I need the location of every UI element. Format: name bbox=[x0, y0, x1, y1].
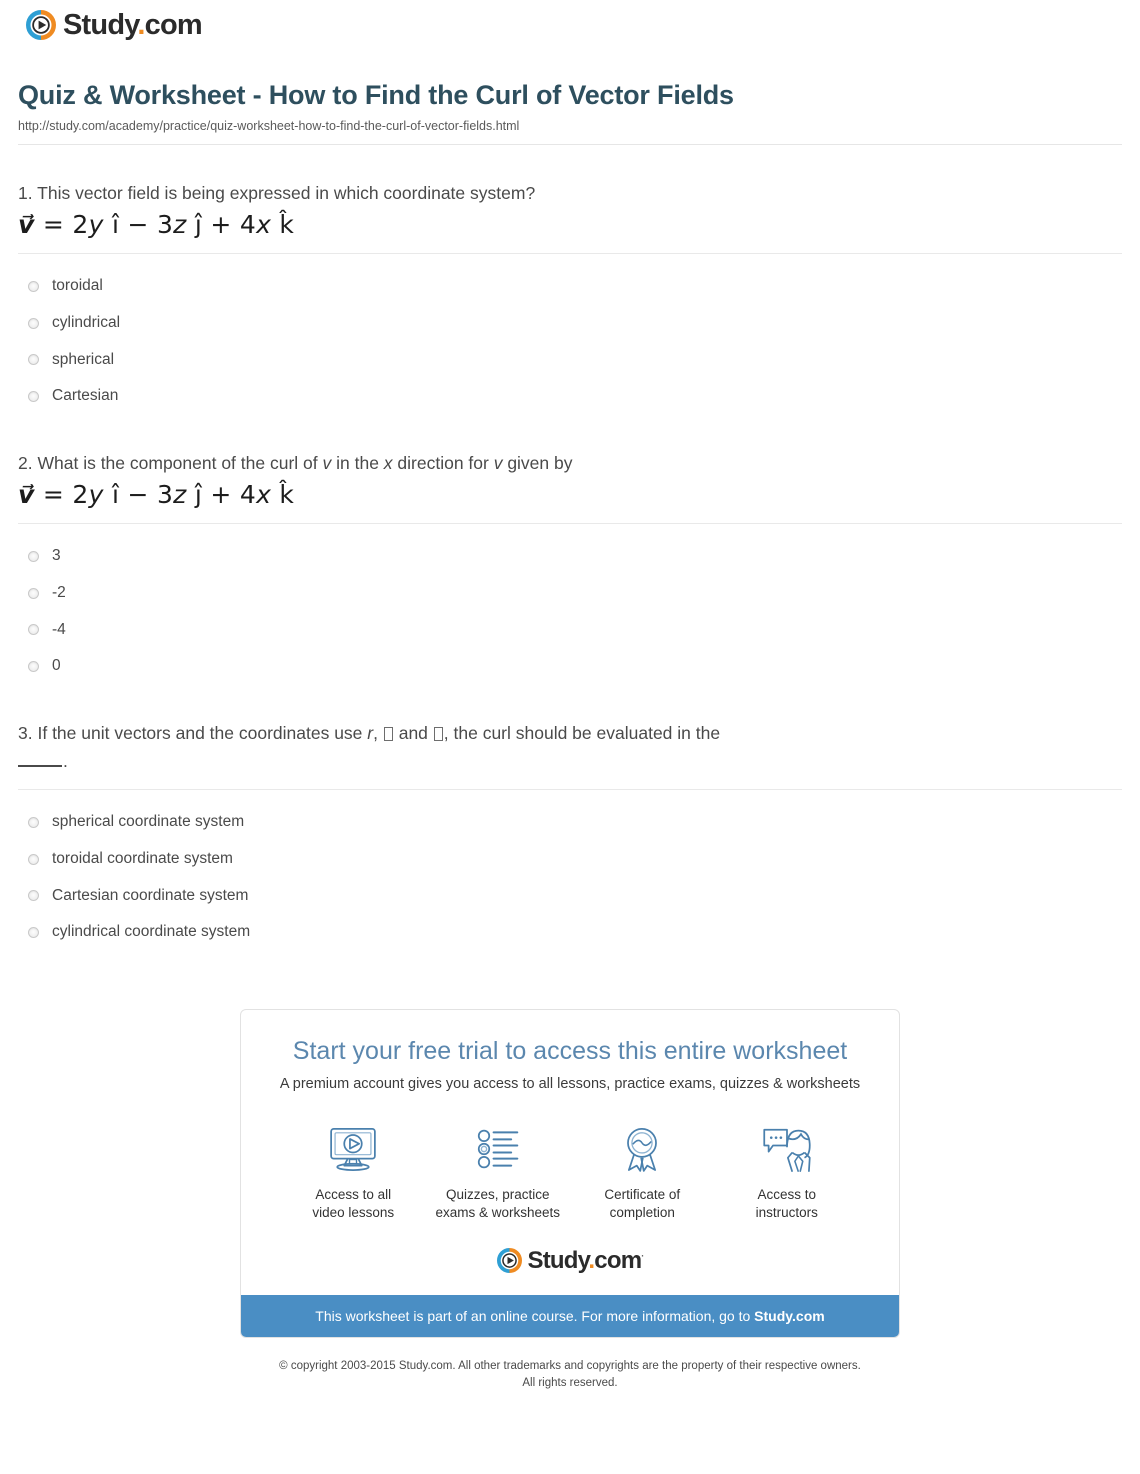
question-3-text-part3: and bbox=[393, 722, 433, 743]
formula-term1-coef: 2 bbox=[72, 480, 89, 510]
missing-glyph-icon bbox=[434, 727, 443, 741]
free-trial-card bbox=[240, 1009, 900, 1338]
promo-card-body bbox=[241, 1010, 899, 1295]
option-label: cylindrical coordinate system bbox=[52, 923, 251, 941]
formula-term2-var: z bbox=[173, 210, 187, 240]
fill-in-blank bbox=[18, 753, 62, 767]
formula-term3-unit: k̂ bbox=[279, 480, 295, 510]
formula-term3-coef: 4 bbox=[239, 480, 257, 510]
logo-word-study: Study bbox=[63, 8, 138, 41]
promo-banner-link[interactable]: Study.com bbox=[754, 1308, 825, 1325]
formula-op2: + bbox=[210, 480, 232, 510]
feature-label-line1: Access to all bbox=[315, 1186, 392, 1202]
question-1 bbox=[18, 145, 1122, 415]
formula-lhs: v⃗ bbox=[18, 480, 35, 510]
feature-label bbox=[428, 1186, 569, 1222]
option-row[interactable] bbox=[28, 612, 1122, 649]
question-1-formula bbox=[18, 209, 1122, 240]
play-circle-icon bbox=[497, 1248, 522, 1273]
logo-wordmark bbox=[63, 8, 202, 41]
option-label: spherical bbox=[52, 350, 115, 368]
question-3-number: 3. bbox=[18, 722, 33, 743]
promo-banner[interactable] bbox=[241, 1295, 899, 1337]
worksheet-url: http://study.com/academy/practice/quiz-worksheet-how-to-find-the-curl-of-vector-fields.html bbox=[18, 118, 520, 133]
formula-op1: − bbox=[127, 210, 149, 240]
instructor-chat-icon bbox=[717, 1121, 858, 1177]
radio-button-icon[interactable] bbox=[28, 890, 39, 901]
promo-studycom-logo[interactable] bbox=[265, 1222, 875, 1295]
checklist-icon bbox=[428, 1121, 569, 1177]
missing-glyph-icon bbox=[384, 727, 393, 741]
question-2 bbox=[18, 415, 1122, 685]
radio-button-icon[interactable] bbox=[28, 854, 39, 865]
formula-term3-var: x bbox=[256, 480, 272, 510]
formula-term1-unit: î bbox=[111, 210, 120, 240]
question-3-var-r: r bbox=[367, 722, 374, 743]
feature-label bbox=[283, 1186, 424, 1222]
formula-term2-unit: ĵ bbox=[194, 210, 203, 240]
feature-label-line1: Quizzes, practice bbox=[445, 1186, 550, 1202]
radio-button-icon[interactable] bbox=[28, 624, 39, 635]
formula-equals: = bbox=[42, 210, 65, 240]
question-1-prompt bbox=[18, 179, 1122, 207]
award-ribbon-icon bbox=[572, 1121, 713, 1177]
formula-term1-coef: 2 bbox=[72, 210, 89, 240]
studycom-logo[interactable] bbox=[26, 10, 1140, 40]
option-row[interactable] bbox=[28, 804, 1122, 841]
option-label: toroidal coordinate system bbox=[52, 850, 233, 868]
page-title: Quiz & Worksheet - How to Find the Curl of Vector Fields bbox=[18, 80, 734, 110]
feature-label-line2: exams & worksheets bbox=[435, 1204, 561, 1220]
formula-term3-unit: k̂ bbox=[279, 210, 295, 240]
formula-op1: − bbox=[127, 480, 149, 510]
option-row[interactable] bbox=[28, 648, 1122, 685]
formula-term2-unit: ĵ bbox=[194, 480, 203, 510]
formula-equals: = bbox=[42, 480, 65, 510]
promo-subheadline: A premium account gives you access to all lessons, practice exams, quizzes & worksheets bbox=[279, 1076, 861, 1093]
radio-button-icon[interactable] bbox=[28, 551, 39, 562]
page-header bbox=[0, 0, 1140, 58]
question-2-prompt bbox=[18, 449, 1122, 477]
formula-term2-var: z bbox=[173, 480, 187, 510]
question-1-text: This vector field is being expressed in which coordinate system? bbox=[37, 182, 536, 203]
option-label: spherical coordinate system bbox=[52, 813, 245, 831]
feature-label-line2: instructors bbox=[755, 1204, 818, 1220]
option-label: -4 bbox=[52, 620, 66, 638]
question-1-number: 1. bbox=[18, 182, 33, 203]
radio-button-icon[interactable] bbox=[28, 281, 39, 292]
question-2-text-part4: given by bbox=[502, 452, 573, 473]
copyright-line-1: © copyright 2003-2015 Study.com. All other trademarks and copyrights are the property of their respective owners. bbox=[279, 1360, 861, 1373]
question-3-options bbox=[18, 790, 1122, 950]
formula-term2-coef: 3 bbox=[156, 210, 174, 240]
logo-wordmark bbox=[527, 1246, 644, 1274]
question-3-text-part2: , bbox=[373, 722, 383, 743]
question-2-formula bbox=[18, 479, 1122, 510]
option-row[interactable] bbox=[28, 914, 1122, 951]
option-label: toroidal bbox=[52, 277, 103, 295]
radio-button-icon[interactable] bbox=[28, 354, 39, 365]
feature-label bbox=[572, 1186, 713, 1222]
play-circle-icon bbox=[26, 10, 56, 40]
feature-label-line1: Certificate of bbox=[604, 1186, 681, 1202]
questions-list bbox=[0, 145, 1140, 951]
radio-button-icon[interactable] bbox=[28, 391, 39, 402]
radio-button-icon[interactable] bbox=[28, 661, 39, 672]
radio-button-icon[interactable] bbox=[28, 817, 39, 828]
promo-card-wrapper bbox=[0, 1009, 1140, 1338]
option-row[interactable] bbox=[28, 841, 1122, 878]
option-label: cylindrical bbox=[52, 314, 121, 332]
question-2-number: 2. bbox=[18, 452, 33, 473]
option-row[interactable] bbox=[28, 378, 1122, 415]
question-3-text-part4: , the curl should be evaluated in the bbox=[443, 722, 721, 743]
question-2-options bbox=[18, 524, 1122, 684]
option-label: -2 bbox=[52, 584, 66, 602]
question-2-text-part2: in the bbox=[331, 452, 384, 473]
trademark-mark: · bbox=[641, 1250, 644, 1261]
feature-certificate bbox=[572, 1121, 713, 1222]
question-3-text-part5: . bbox=[63, 751, 68, 772]
option-label: 0 bbox=[52, 657, 61, 675]
formula-op2: + bbox=[210, 210, 232, 240]
option-row[interactable] bbox=[28, 878, 1122, 915]
formula-term2-coef: 3 bbox=[156, 480, 174, 510]
question-2-text-part1: What is the component of the curl of bbox=[37, 452, 323, 473]
option-label: Cartesian bbox=[52, 387, 119, 405]
logo-word-study: Study bbox=[527, 1246, 589, 1274]
copyright-footer bbox=[0, 1338, 1140, 1409]
feature-label bbox=[717, 1186, 858, 1222]
feature-video-lessons bbox=[283, 1121, 424, 1222]
logo-dot: . bbox=[137, 8, 145, 41]
question-1-options bbox=[18, 254, 1122, 414]
promo-headline: Start your free trial to access this entire worksheet bbox=[292, 1036, 848, 1065]
option-row[interactable] bbox=[28, 305, 1122, 342]
formula-term3-coef: 4 bbox=[239, 210, 257, 240]
option-row[interactable] bbox=[28, 268, 1122, 305]
question-3-text-part1: If the unit vectors and the coordinates use bbox=[37, 722, 368, 743]
radio-button-icon[interactable] bbox=[28, 927, 39, 938]
question-2-var-x: x bbox=[383, 452, 393, 473]
option-row[interactable] bbox=[28, 342, 1122, 379]
promo-features bbox=[265, 1095, 875, 1222]
option-label: 3 bbox=[52, 547, 61, 565]
radio-button-icon[interactable] bbox=[28, 318, 39, 329]
feature-label-line2: video lessons bbox=[312, 1204, 395, 1220]
formula-term1-var: y bbox=[88, 210, 104, 240]
question-3 bbox=[18, 685, 1122, 951]
formula-term1-unit: î bbox=[111, 480, 120, 510]
feature-label-line1: Access to bbox=[757, 1186, 817, 1202]
title-block bbox=[0, 58, 1140, 145]
option-row[interactable] bbox=[28, 538, 1122, 575]
logo-dot: . bbox=[588, 1246, 595, 1274]
feature-instructors bbox=[717, 1121, 858, 1222]
question-2-text-part3: direction for bbox=[392, 452, 494, 473]
feature-quizzes-worksheets bbox=[428, 1121, 569, 1222]
option-row[interactable] bbox=[28, 575, 1122, 612]
formula-term1-var: y bbox=[88, 480, 104, 510]
formula-lhs: v⃗ bbox=[18, 210, 35, 240]
radio-button-icon[interactable] bbox=[28, 588, 39, 599]
question-3-prompt bbox=[18, 719, 1122, 776]
option-label: Cartesian coordinate system bbox=[52, 886, 249, 904]
question-2-var-v2: v bbox=[493, 452, 503, 473]
question-2-var-v1: v bbox=[322, 452, 332, 473]
logo-word-com: com bbox=[144, 8, 202, 41]
feature-label-line2: completion bbox=[609, 1204, 675, 1220]
logo-word-com: com bbox=[594, 1246, 642, 1274]
monitor-play-icon bbox=[283, 1121, 424, 1177]
promo-banner-text: This worksheet is part of an online course. For more information, go to bbox=[315, 1308, 755, 1325]
copyright-line-2: All rights reserved. bbox=[522, 1376, 618, 1389]
formula-term3-var: x bbox=[256, 210, 272, 240]
